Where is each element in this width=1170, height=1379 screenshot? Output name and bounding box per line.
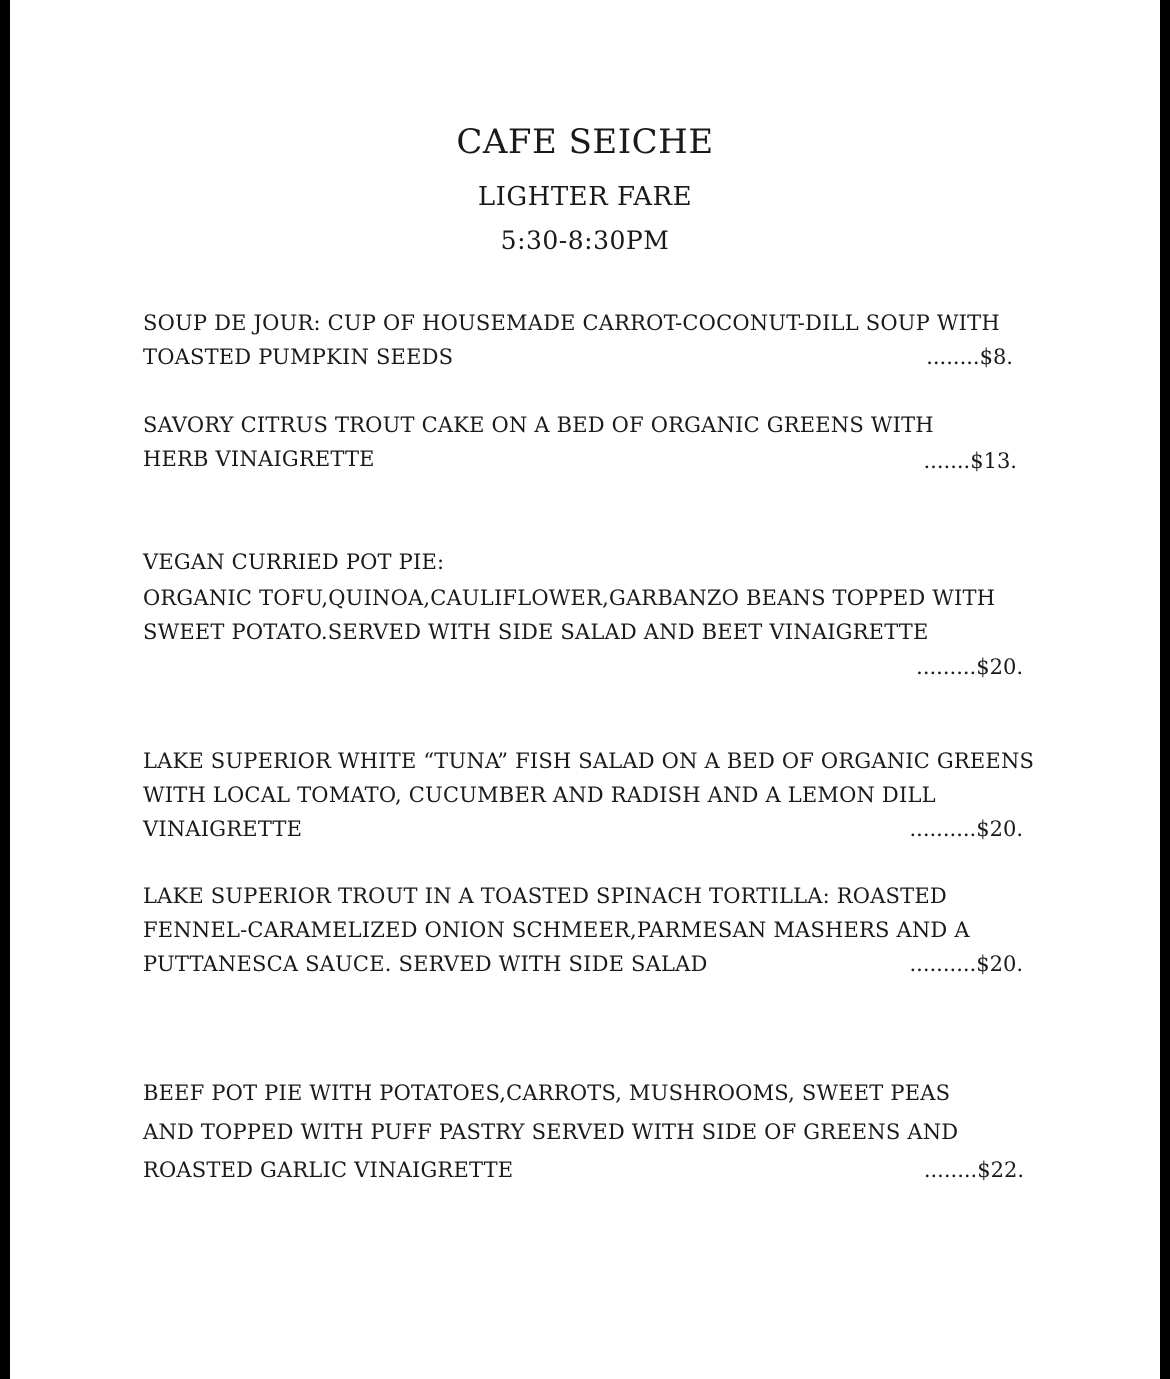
menu-item-description-line: TOASTED PUMPKIN SEEDS — [143, 345, 454, 369]
menu-item-description-line: AND TOPPED WITH PUFF PASTRY SERVED WITH SIDE OF GREENS AND — [143, 1120, 959, 1144]
menu-item-description-line: LAKE SUPERIOR WHITE “TUNA” FISH SALAD ON A BED OF ORGANIC GREENS — [143, 749, 1035, 773]
menu-item-description-line: SAVORY CITRUS TROUT CAKE ON A BED OF ORGANIC GREENS WITH — [143, 413, 934, 437]
menu-hours: 5:30-8:30PM — [500, 226, 670, 255]
menu-item-price: ........$22. — [923, 1158, 1024, 1182]
menu-subtitle: LIGHTER FARE — [477, 182, 693, 212]
menu-item-description-line: BEEF POT PIE WITH POTATOES,CARROTS, MUSHROOMS, SWEET PEAS — [143, 1081, 951, 1105]
menu-item-price: .........$20. — [916, 655, 1023, 679]
restaurant-name: CAFE SEICHE — [456, 122, 714, 162]
menu-item-price: ..........$20. — [909, 952, 1023, 976]
menu-item-description-line: ROASTED GARLIC VINAIGRETTE — [143, 1158, 514, 1182]
menu-item-description-line: VINAIGRETTE — [143, 817, 303, 841]
menu-item-price: ..........$20. — [909, 817, 1023, 841]
menu-item-price: ........$8. — [926, 345, 1013, 369]
menu-item-price: .......$13. — [923, 449, 1017, 473]
menu-item-description-line: LAKE SUPERIOR TROUT IN A TOASTED SPINACH TORTILLA: ROASTED — [143, 884, 947, 908]
menu-item-description-line: VEGAN CURRIED POT PIE: — [143, 550, 445, 574]
menu-item-description-line: FENNEL-CARAMELIZED ONION SCHMEER,PARMESAN MASHERS AND A — [143, 918, 970, 942]
menu-item-description-line: ORGANIC TOFU,QUINOA,CAULIFLOWER,GARBANZO BEANS TOPPED WITH — [143, 586, 996, 610]
menu-page — [10, 0, 1160, 1379]
menu-item-description-line: HERB VINAIGRETTE — [143, 447, 375, 471]
menu-item-description-line: SOUP DE JOUR: CUP OF HOUSEMADE CARROT-COCONUT-DILL SOUP WITH — [143, 311, 1000, 335]
menu-item-description-line: PUTTANESCA SAUCE. SERVED WITH SIDE SALAD — [143, 952, 708, 976]
menu-item-description-line: WITH LOCAL TOMATO, CUCUMBER AND RADISH AND A LEMON DILL — [143, 783, 936, 807]
menu-item-description-line: SWEET POTATO.SERVED WITH SIDE SALAD AND BEET VINAIGRETTE — [143, 620, 929, 644]
